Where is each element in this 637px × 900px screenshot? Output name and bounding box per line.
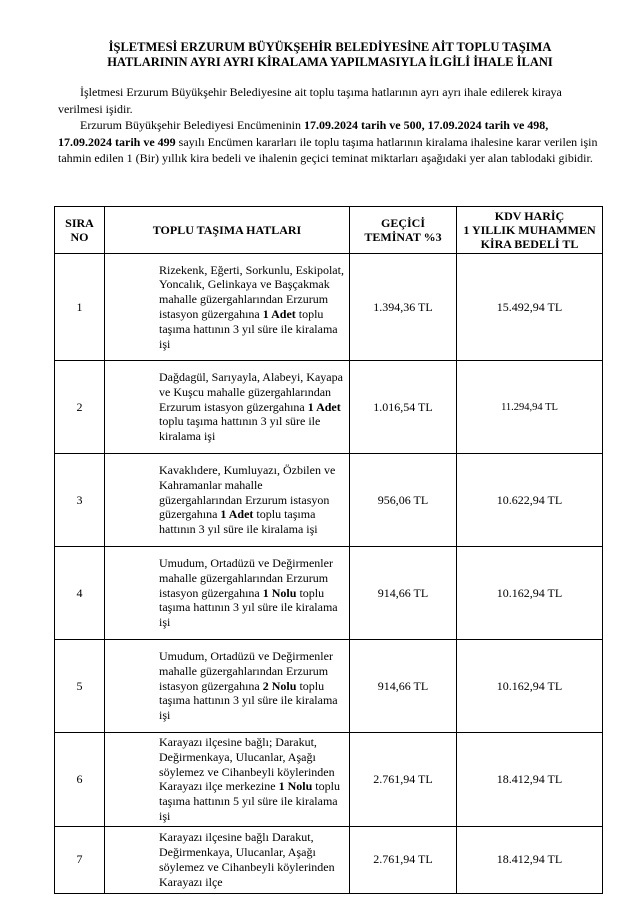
route-count: 1 Nolu [278,779,313,794]
route-text-end: toplu taşıma hattının 3 yıl süre ile kiralama işi [159,585,338,630]
intro-text [58,84,601,167]
table-row [55,547,603,640]
route-text: Dağdagül, Sarıyayla, Alabeyi, Kayapa ve Kuşcu mahalle güzergahlarından Erzurum istasyon güzergahına [159,370,343,414]
header-rent-line-3: KİRA BEDELİ TL [480,237,579,251]
row-no: 5 [55,640,105,733]
table-header-row [55,207,603,254]
row-route-description [105,640,350,733]
row-no: 1 [55,254,105,361]
header-no-line-1: SIRA [65,216,94,230]
route-count: 1 Adet [220,507,254,522]
tender-table [54,206,603,894]
row-rent: 18.412,94 TL [457,826,603,893]
row-rent: 15.492,94 TL [457,254,603,361]
route-text: Karayazı ilçesine bağlı Darakut, Değirmenkaya, Ulucanlar, Aşağı söylemez ve Cihanbeyli köylerinden Karayazı ilçe [159,830,335,889]
route-text: Rizekenk, Eğerti, Sorkunlu, Eskipolat, Yoncalık, Gelinkaya ve Başçakmak mahalle güzergahlarından Erzurum istasyon güzergahına [159,262,344,321]
header-rent-line-1: KDV HARİÇ [494,209,565,223]
route-text: Kavaklıdere, Kumluyazı, Özbilen ve Kahramanlar mahalle güzergahlarından Erzurum istasyon güzergahına [159,463,336,522]
table-row [55,454,603,547]
header-rent [457,207,603,254]
table-row [55,640,603,733]
page-title [60,40,600,70]
row-no: 2 [55,361,105,454]
route-text-end: toplu taşıma hattının 3 yıl süre ile kiralama işi [159,678,338,723]
row-no: 6 [55,733,105,827]
title-line-2: HATLARININ AYRI AYRI KİRALAMA YAPILMASIYLA İLGİLİ İHALE İLANI [107,55,553,69]
header-no [55,207,105,254]
row-route-description [105,826,350,893]
row-deposit: 2.761,94 TL [350,826,457,893]
intro-p2-decisions: 17.09.2024 tarih ve 500, 17.09.2024 tarih ve 498, 17.09.2024 tarih ve 499 [58,118,549,149]
route-text: Umudum, Ortadüzü ve Değirmenler mahalle güzergahlarından Erzurum istasyon güzergahına [159,649,333,693]
route-count: 1 Nolu [262,585,297,600]
row-deposit: 914,66 TL [350,547,457,640]
row-no: 4 [55,547,105,640]
header-deposit-line-2: TEMİNAT %3 [364,230,442,244]
row-route-description [105,361,350,454]
intro-p2-start: Erzurum Büyükşehir Belediyesi Encümeninin [80,118,304,132]
header-no-line-2: NO [70,230,89,244]
row-deposit: 1.394,36 TL [350,254,457,361]
row-route-description [105,454,350,547]
row-route-description [105,547,350,640]
row-no: 3 [55,454,105,547]
intro-paragraph-1: İşletmesi Erzurum Büyükşehir Belediyesine ait toplu taşıma hatlarının ayrı ayrı ihale edilerek kiraya verilmesi işidir. [58,85,562,116]
intro-p2-end: sayılı Encümen kararları ile toplu taşıma hatlarının kiralama ihalesine karar verilen işin tahmin edilen 1 (Bir) yıllık kira bedeli ve ihalenin geçici teminat miktarları aşağıdaki yer alan tablodaki gibidir. [58,134,598,165]
route-text-end: toplu taşıma hattının 5 yıl süre ile kiralama işi [159,779,340,823]
table-row [55,826,603,893]
header-deposit-line-1: GEÇİCİ [380,216,425,230]
route-count: 1 Adet [307,399,341,414]
header-deposit [350,207,457,254]
route-text: Umudum, Ortadüzü ve Değirmenler mahalle güzergahlarından Erzurum istasyon güzergahına [159,556,333,600]
row-rent: 18.412,94 TL [457,733,603,827]
row-rent: 10.622,94 TL [457,454,603,547]
row-rent: 10.162,94 TL [457,640,603,733]
row-deposit: 2.761,94 TL [350,733,457,827]
route-text-end: toplu taşıma hattının 3 yıl süre ile kiralama işi [159,507,318,537]
route-count: 2 Nolu [262,678,297,693]
row-rent: 10.162,94 TL [457,547,603,640]
route-count: 1 Adet [262,307,296,321]
route-text-end: toplu taşıma hattının 3 yıl süre ile kiralama işi [159,414,321,444]
table-row [55,254,603,361]
row-rent: 11.294,94 TL [457,361,603,454]
intro-paragraph-2 [58,117,601,167]
row-route-description [105,733,350,827]
route-text: Karayazı ilçesine bağlı; Darakut, Değirmenkaya, Ulucanlar, Aşağı söylemez ve Cihanbeyli köylerinden Karayazı ilçe merkezine [159,735,335,794]
row-route-description [105,254,350,361]
table-row [55,361,603,454]
header-route: TOPLU TAŞIMA HATLARI [105,207,350,254]
table-row [55,733,603,827]
row-deposit: 956,06 TL [350,454,457,547]
row-no: 7 [55,826,105,893]
route-text-end: toplu taşıma hattının 3 yıl süre ile kiralama işi [159,307,338,351]
row-deposit: 914,66 TL [350,640,457,733]
row-deposit: 1.016,54 TL [350,361,457,454]
header-rent-line-2: 1 YILLIK MUHAMMEN [463,223,596,237]
title-line-1: İŞLETMESİ ERZURUM BÜYÜKŞEHİR BELEDİYESİNE AİT TOPLU TAŞIMA [108,40,552,54]
